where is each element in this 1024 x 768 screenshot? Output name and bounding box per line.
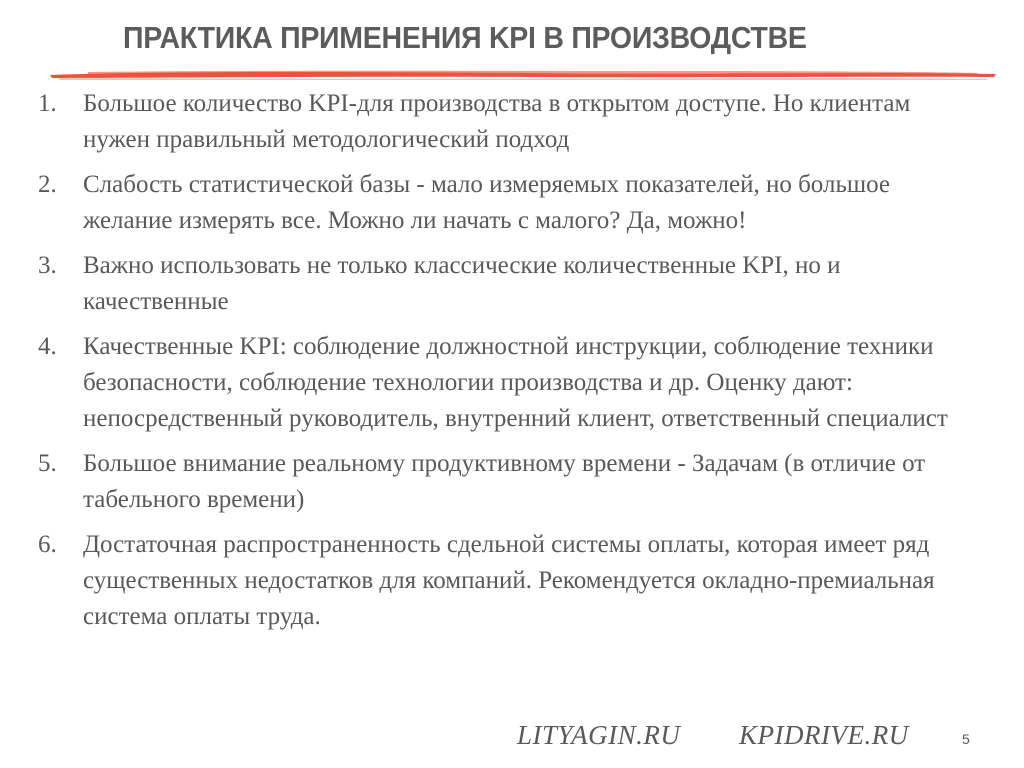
footer-link-kpidrive[interactable]: KPIDRIVE.RU <box>739 720 909 750</box>
list-item-number: 2. <box>38 171 57 198</box>
list-item-text: Большое количество KPI-для производства в открытом доступе. Но клиентам нужен правильный методологический подход <box>83 90 911 153</box>
list-item <box>38 167 958 239</box>
list-item-text: Слабость статистической базы - мало измеряемых показателей, но большое желание измерять все. Можно ли начать с малого? Да, можно! <box>83 171 891 234</box>
list-item <box>38 329 958 437</box>
footer-link-lityagin[interactable]: LITYAGIN.RU <box>517 720 681 750</box>
list-item-number: 4. <box>38 333 57 360</box>
list-item-number: 1. <box>38 90 57 117</box>
title-underline-brush-stroke <box>48 66 998 82</box>
slide-title: ПРАКТИКА ПРИМЕНЕНИЯ KPI В ПРОИЗВОДСТВЕ <box>123 20 807 55</box>
list-item-text: Большое внимание реальному продуктивному времени - Задачам (в отличие от табельного времени) <box>83 450 926 513</box>
list-item <box>38 86 958 158</box>
list-item-number: 6. <box>38 531 57 558</box>
page-number: 5 <box>962 731 970 747</box>
list-item <box>38 446 958 518</box>
list-item-text: Важно использовать не только классические количественные KPI, но и качественные <box>83 252 841 315</box>
list-item <box>38 527 958 635</box>
list-item-text: Качественные KPI: соблюдение должностной инструкции, соблюдение техники безопасности, соблюдение технологии производства и др. Оценку дают: непосредственный руководитель, внутренний клиент, ответственный специалист <box>83 333 948 432</box>
list-item <box>38 248 958 320</box>
list-item-text: Достаточная распространенность сдельной системы оплаты, которая имеет ряд существенных недостатков для компаний. Рекомендуется окладно-премиальная система оплаты труда. <box>83 531 935 630</box>
kpi-practice-list <box>38 86 958 644</box>
list-item-number: 5. <box>38 450 57 477</box>
list-item-number: 3. <box>38 252 57 279</box>
